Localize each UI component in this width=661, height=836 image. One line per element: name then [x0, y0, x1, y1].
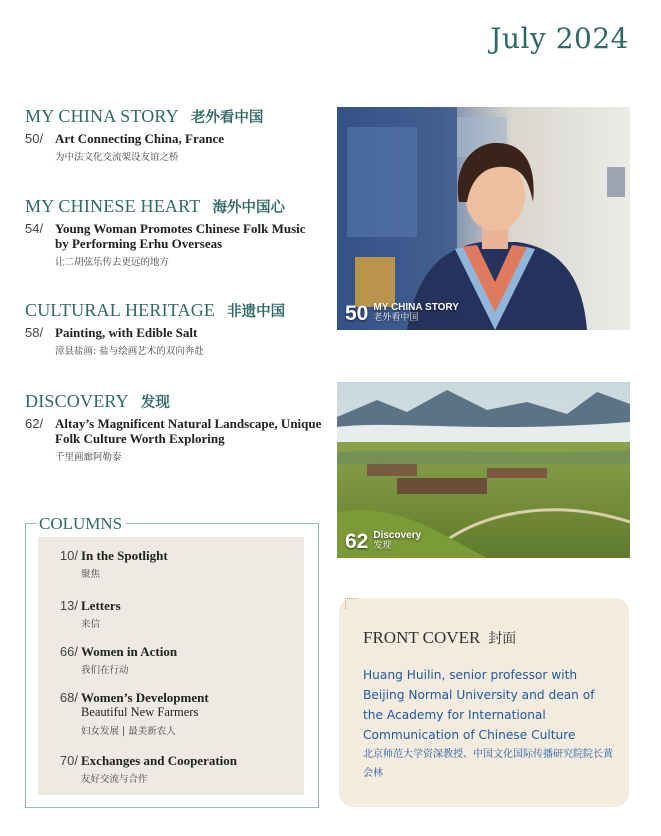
section-my-chinese-heart	[25, 196, 325, 268]
section-my-china-story	[25, 106, 325, 163]
page-number: 54/	[25, 221, 44, 236]
page-number: 66/	[59, 644, 78, 659]
column-title-cn: 来信	[81, 619, 101, 630]
page-number: 68/	[59, 690, 78, 705]
page-number: 62/	[25, 416, 44, 431]
column-title: Exchanges and Cooperation	[81, 753, 238, 768]
section-title-cn: 海外中国心	[212, 200, 285, 216]
column-title-cn: 聚焦	[81, 569, 101, 580]
article-title: Art Connecting China, France	[55, 131, 224, 146]
photo-caption	[345, 530, 421, 552]
caption-label: Discovery	[373, 530, 422, 541]
portrait-photo[interactable]	[337, 107, 630, 330]
column-entry[interactable]	[48, 690, 209, 737]
article-title: Painting, with Edible Salt	[55, 325, 198, 340]
portrait-image	[337, 107, 630, 330]
caption-page-number: 50	[345, 302, 369, 325]
column-entry[interactable]	[48, 598, 121, 630]
toc-entry[interactable]	[25, 131, 325, 163]
column-entry[interactable]	[48, 753, 237, 785]
caption-label-cn: 发现	[373, 541, 392, 551]
section-cultural-heritage	[25, 300, 325, 357]
toc-entry[interactable]	[25, 416, 325, 463]
page-number: 10/	[59, 548, 78, 563]
front-cover-heading	[363, 628, 516, 648]
section-discovery	[25, 391, 325, 463]
column-title: Letters	[81, 598, 121, 613]
issue-date: July 2024	[490, 22, 629, 55]
section-title: DISCOVERY	[25, 391, 129, 411]
column-subtitle: Beautiful New Farmers	[81, 705, 199, 719]
column-title-cn: 友好交流与合作	[81, 774, 148, 785]
article-title: Young Woman Promotes Chinese Folk Music by Performing Erhu Overseas	[55, 221, 306, 251]
page-number: 50/	[25, 131, 44, 146]
front-cover-description-cn: 北京师范大学资深教授、中国文化国际传播研究院院长黄会林	[363, 749, 613, 779]
article-title-cn: 千里画廊阿勒泰	[55, 452, 122, 463]
section-title: CULTURAL HERITAGE	[25, 300, 216, 320]
section-title-cn: 非遗中国	[227, 304, 286, 320]
article-title-cn: 漳县盐画: 盐与绘画艺术的双向奔赴	[55, 346, 204, 357]
page-number: 70/	[59, 753, 78, 768]
article-title-cn: 让二胡弦乐传去更远的地方	[55, 257, 170, 268]
photo-caption	[345, 302, 459, 324]
column-title: Women in Action	[81, 644, 178, 659]
column-entry[interactable]	[48, 644, 177, 676]
front-cover-title: FRONT COVER	[363, 628, 481, 647]
article-title-cn: 为中法文化交流架设友谊之桥	[55, 152, 179, 163]
column-entry[interactable]	[48, 548, 168, 580]
corner-ornament	[345, 598, 356, 609]
section-title: MY CHINA STORY	[25, 106, 179, 126]
section-title-cn: 老外看中国	[190, 110, 264, 126]
column-title: Women’s Development	[81, 690, 209, 705]
columns-title: COLUMNS	[36, 514, 126, 534]
column-title-cn: 妇女发展 | 最美新农人	[81, 726, 176, 737]
toc-entry[interactable]	[25, 221, 325, 268]
page-number: 13/	[59, 598, 78, 613]
column-title: In the Spotlight	[81, 548, 168, 563]
toc-entry[interactable]	[25, 325, 325, 357]
front-cover-description: Huang Huilin, senior professor with Beijing Normal University and dean of the Academy for International Communication of Chinese Culture	[363, 668, 595, 742]
column-title-cn: 我们在行动	[81, 665, 129, 676]
section-title-cn: 发现	[140, 395, 170, 411]
article-title: Altay’s Magnificent Natural Landscape, Unique Folk Culture Worth Exploring	[55, 416, 322, 446]
caption-page-number: 62	[345, 530, 369, 553]
page-number: 58/	[25, 325, 44, 340]
front-cover-title-cn: 封面	[488, 631, 517, 647]
caption-label-cn: 老外看中国	[373, 313, 419, 323]
section-title: MY CHINESE HEART	[25, 196, 201, 216]
landscape-photo[interactable]	[337, 382, 630, 558]
caption-label: MY CHINA STORY	[373, 302, 459, 313]
